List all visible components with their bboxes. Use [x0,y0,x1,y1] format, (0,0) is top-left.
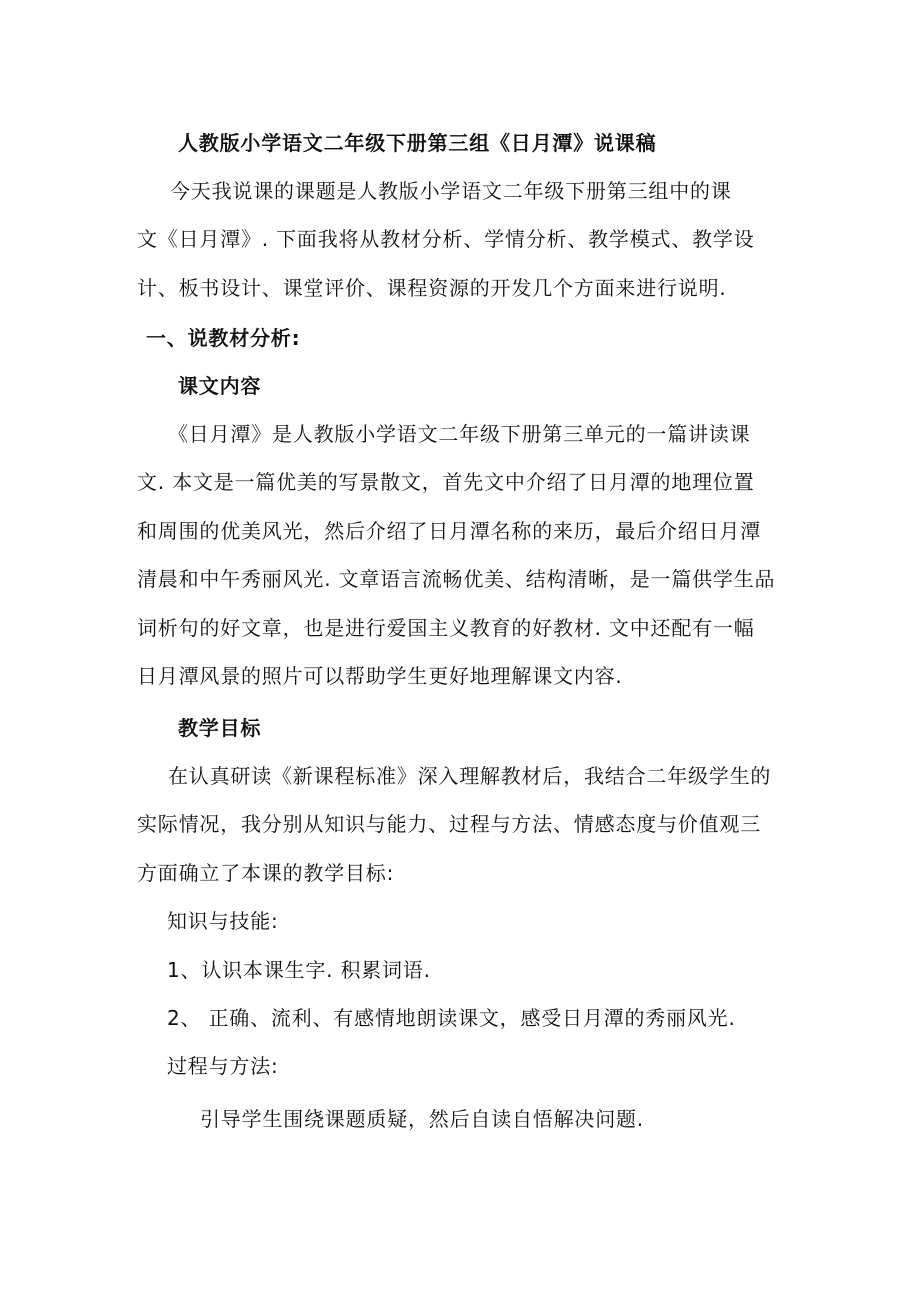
content-line: 和周围的优美风光，然后介绍了日月潭名称的来历，最后介绍日月潭 [137,519,761,543]
knowledge-item: 1、认识本课生字. 积累词语. [167,958,431,982]
subheading-goals: 教学目标 [178,716,262,740]
process-heading: 过程与方法: [167,1054,279,1078]
goals-line: 方面确立了本课的教学目标: [137,861,395,885]
intro-line: 今天我说课的课题是人教版小学语文二年级下册第三组中的课 [170,179,732,203]
process-text: 引导学生围绕课题质疑，然后自读自悟解决问题. [200,1107,644,1131]
knowledge-item: 2、 正确、流利、有感情地朗读课文，感受日月潭的秀丽风光. [167,1006,736,1030]
goals-line: 实际情况，我分别从知识与能力、过程与方法、情感态度与价值观三 [137,812,761,836]
intro-line: 文《日月潭》. 下面我将从教材分析、学情分析、教学模式、教学设 [137,227,755,251]
intro-line: 计、板书设计、课堂评价、课程资源的开发几个方面来进行说明. [137,276,727,300]
content-line: 日月潭风景的照片可以帮助学生更好地理解课文内容. [137,664,623,688]
document-title: 人教版小学语文二年级下册第三组《日月潭》说课稿 [178,131,657,155]
content-line: 文. 本文是一篇优美的写景散文，首先文中介绍了日月潭的地理位置 [137,470,755,494]
section-heading: 一、说教材分析: [146,326,301,350]
content-line: 清晨和中午秀丽风光. 文章语言流畅优美、结构清晰，是一篇供学生品 [137,567,776,591]
goals-line: 在认真研读《新课程标准》深入理解教材后，我结合二年级学生的 [168,764,772,788]
knowledge-heading: 知识与技能: [167,909,279,933]
content-line: 《日月潭》是人教版小学语文二年级下册第三单元的一篇讲读课 [168,422,751,446]
subheading-content: 课文内容 [178,374,262,398]
content-line: 词析句的好文章，也是进行爱国主义教育的好教材. 文中还配有一幅 [137,616,755,640]
